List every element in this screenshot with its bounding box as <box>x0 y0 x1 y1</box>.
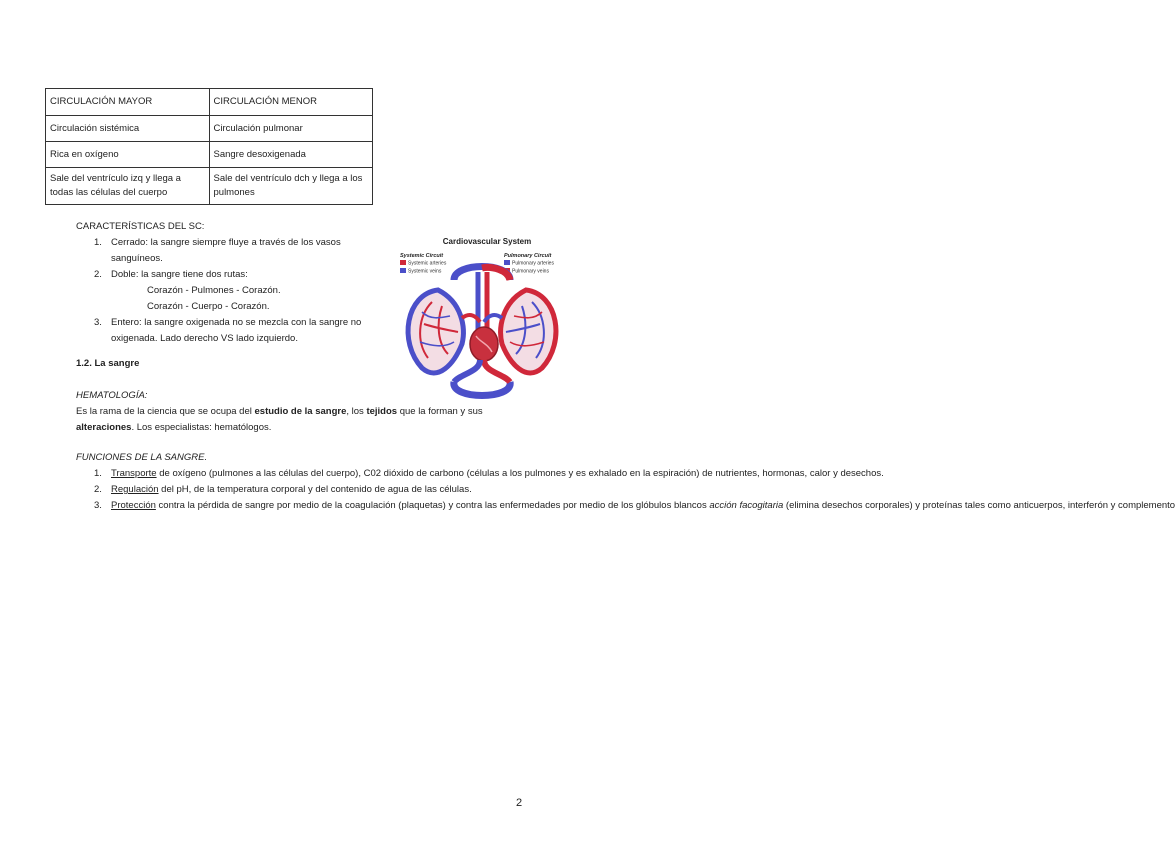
list-item-text: (elimina desechos corporales) y proteínas tales como anticuerpos, interferón y complemento <box>783 500 1175 511</box>
bold-term: alteraciones <box>76 422 132 433</box>
legend-red-swatch <box>400 260 406 265</box>
list-number: 3. <box>94 317 102 328</box>
list-item <box>94 482 534 498</box>
legend-label: Pulmonary arteries <box>512 260 554 267</box>
list-number: 2. <box>94 269 102 280</box>
list-item-text: del pH, de la temperatura corporal y del contenido de agua de las células. <box>158 484 472 495</box>
list-number: 1. <box>94 468 102 479</box>
text-run: que la forman y sus <box>397 406 483 417</box>
list-item <box>94 267 384 315</box>
route-line: Corazón - Pulmones - Corazón. <box>147 285 281 296</box>
table-cell: Sale del ventrículo izq y llega a todas las células del cuerpo <box>46 168 210 205</box>
table-header-row <box>46 89 373 116</box>
italic-term: acción facogitaria <box>709 500 784 511</box>
cardiovascular-diagram-svg <box>392 232 572 400</box>
list-number: 2. <box>94 484 102 495</box>
cardiovascular-diagram <box>392 232 572 400</box>
underlined-term: Regulación <box>111 484 159 495</box>
table-cell: Rica en oxígeno <box>46 142 210 168</box>
pulmonary-vessel <box>484 315 502 322</box>
funciones-list <box>94 466 1175 514</box>
table-header-cell: CIRCULACIÓN MENOR <box>209 89 373 116</box>
list-item <box>94 235 384 267</box>
text-run: , los <box>346 406 367 417</box>
underlined-term: Protección <box>111 500 156 511</box>
legend-label: Pulmonary veins <box>512 268 549 275</box>
list-number: 1. <box>94 237 102 248</box>
legend-blue-swatch <box>504 260 510 265</box>
diagram-title: Cardiovascular System <box>442 237 532 246</box>
lower-vessel-loop <box>484 360 510 382</box>
legend-label: Systemic veins <box>408 268 442 275</box>
list-item <box>94 498 1175 514</box>
table-row <box>46 168 373 205</box>
funciones-title: FUNCIONES DE LA SANGRE. <box>76 452 208 463</box>
sc-heading: CARACTERÍSTICAS DEL SC: <box>76 221 205 232</box>
hematologia-title: HEMATOLOGÍA: <box>76 390 148 401</box>
list-item-text: contra la pérdida de sangre por medio de la coagulación (plaquetas) y contra las enfermedades por medio de los glóbulos blancos <box>155 500 710 511</box>
list-item-continuation: oxigenada. Lado derecho VS lado izquierdo. <box>111 333 298 344</box>
table-cell: Circulación sistémica <box>46 116 210 142</box>
list-item-text: Entero: la sangre oxigenada no se mezcla con la sangre no <box>111 317 362 328</box>
text-run: Es la rama de la ciencia que se ocupa del <box>76 406 255 417</box>
list-item-text: Doble: la sangre tiene dos rutas: <box>111 269 248 280</box>
list-item <box>94 315 384 347</box>
list-item-text: de oxígeno (pulmones a las células del cuerpo), C02 dióxido de carbono (células a los pulmones y es exhalado en la espiración) de nutrientes, hormonas, calor y desechos. <box>156 468 884 479</box>
lower-vessel-loop <box>454 360 480 382</box>
route-line: Corazón - Cuerpo - Corazón. <box>147 301 270 312</box>
table-row <box>46 142 373 168</box>
underlined-term: Transporte <box>111 468 157 479</box>
table-row <box>46 116 373 142</box>
legend-blue-swatch <box>400 268 406 273</box>
lower-vessel-loop <box>454 382 510 396</box>
sc-characteristics-list <box>94 235 384 347</box>
pulmonary-vessel <box>462 315 480 322</box>
page-number: 2 <box>516 797 523 809</box>
list-item-continuation: sanguíneos. <box>111 253 163 264</box>
list-number: 3. <box>94 500 102 511</box>
table-cell: Circulación pulmonar <box>209 116 373 142</box>
diagram-left-title: Systemic Circuit <box>400 253 444 259</box>
text-run: . Los especialistas: hematólogos. <box>131 422 272 433</box>
table-cell: Sale del ventrículo dch y llega a los pulmones <box>209 168 373 205</box>
legend-label: Systemic arteries <box>408 260 447 267</box>
list-item-text: Cerrado: la sangre siempre fluye a través de los vasos <box>111 237 341 248</box>
bold-term: estudio de la sangre <box>254 406 347 417</box>
circulation-table <box>45 88 373 205</box>
section-title: 1.2. La sangre <box>76 358 140 369</box>
diagram-right-title: Pulmonary Circuit <box>504 253 552 259</box>
list-item <box>94 466 884 482</box>
hematologia-paragraph <box>76 404 536 436</box>
bold-term: tejidos <box>366 406 398 417</box>
table-header-cell: CIRCULACIÓN MAYOR <box>46 89 210 116</box>
table-cell: Sangre desoxigenada <box>209 142 373 168</box>
